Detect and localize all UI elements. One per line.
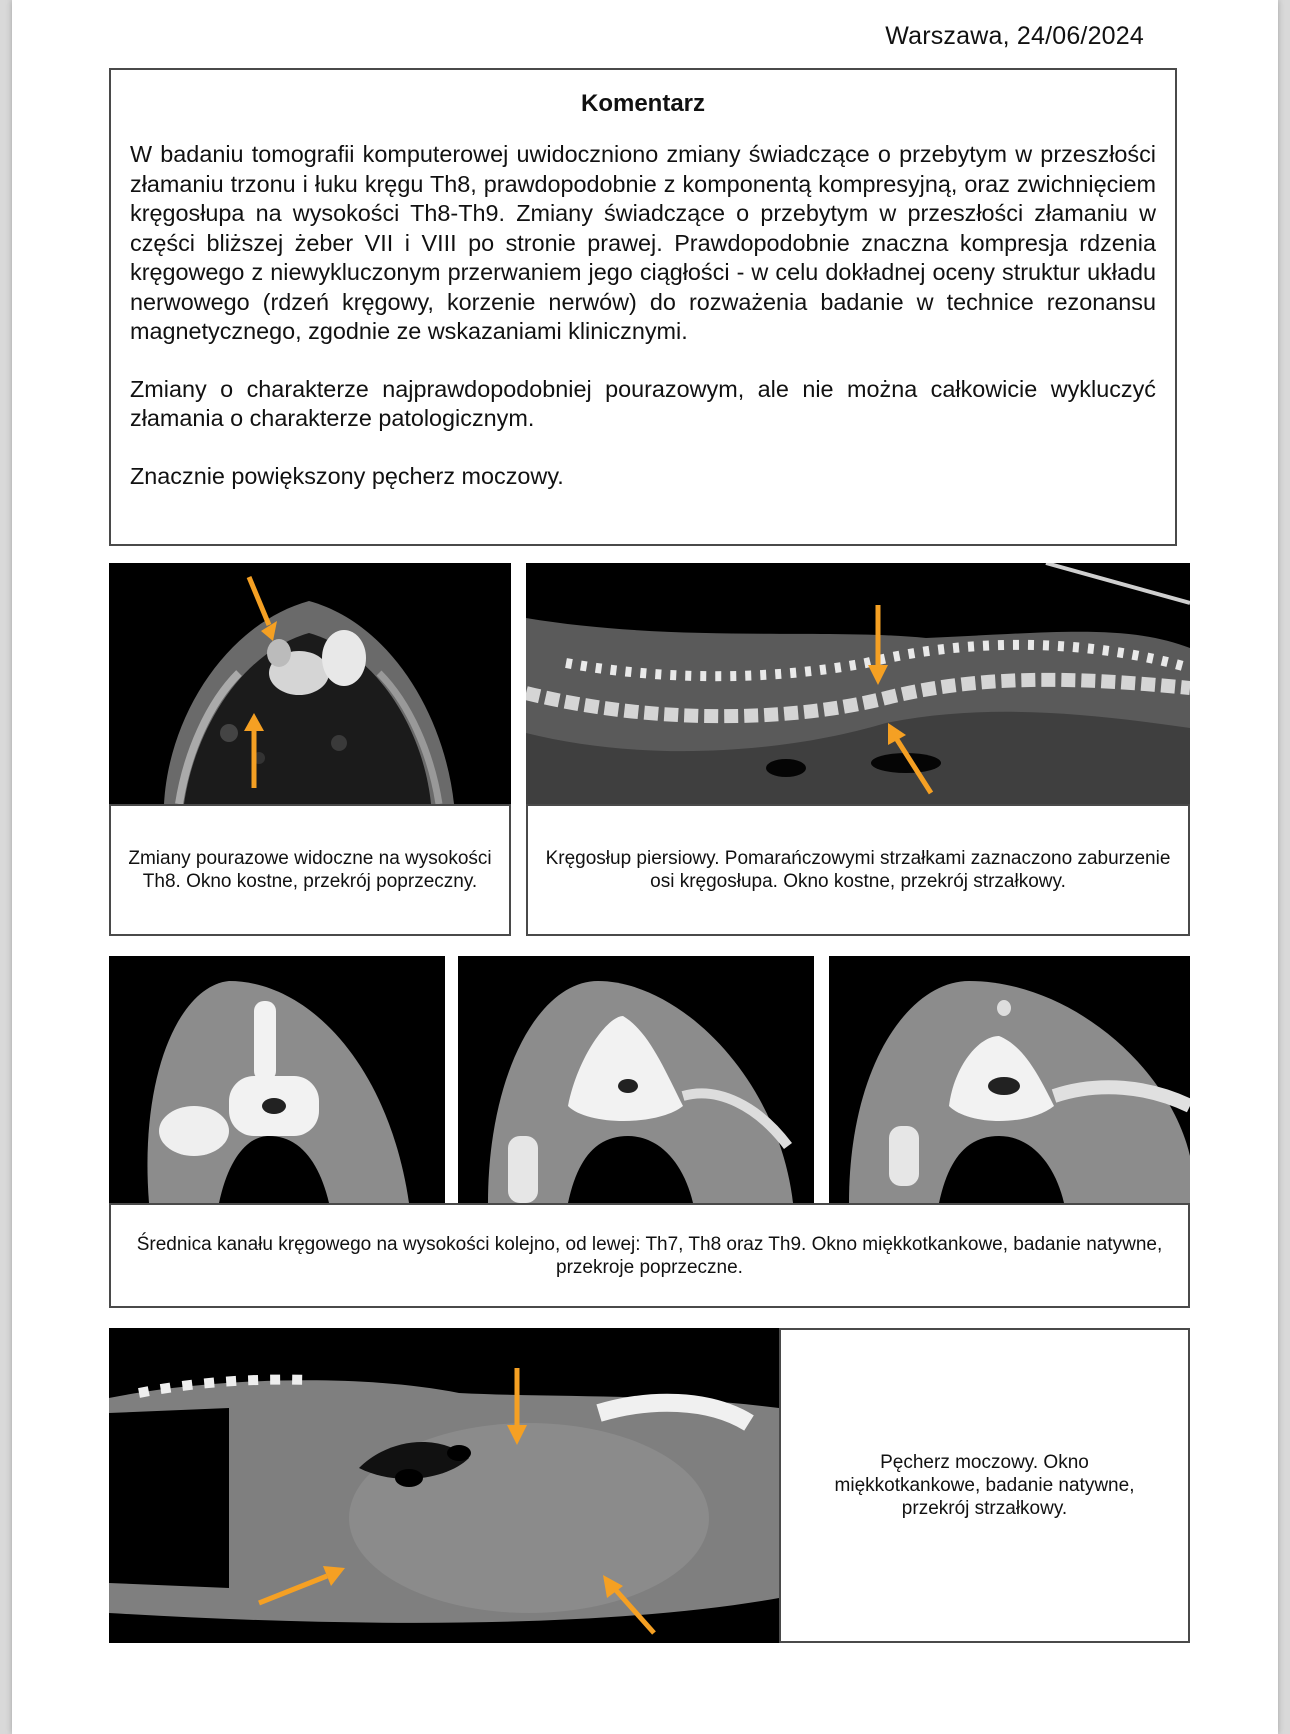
ct-image-transverse-th8 xyxy=(109,563,511,804)
ct-image-th7 xyxy=(109,956,445,1203)
ct-image-bladder-sagittal xyxy=(109,1328,779,1643)
fig1-caption: Zmiany pourazowe widoczne na wysokości Th8. Okno kostne, przekrój poprzeczny. xyxy=(128,848,492,892)
ct-image-th9 xyxy=(829,956,1190,1203)
fig4-caption-box xyxy=(779,1328,1190,1643)
comment-paragraph-3: Znacznie powiększony pęcherz moczowy. xyxy=(130,462,564,489)
fig2-caption-box xyxy=(526,804,1190,936)
comment-paragraph-1: W badaniu tomografii komputerowej uwidoczniono zmiany świadczące o przebytym w przeszłości złamaniu trzonu i łuku kręgu Th8, prawdopodobnie z komponentą kompresyjną, oraz zwichnięciem kręgosłupa na wysokości Th8-Th9. Zmiany świadczące o przebytym w przeszłości złamaniu w części bliższej żeber VII i VIII po stronie prawej. Prawdopodobnie znaczna kompresja rdzenia kręgowego z niewykluczonym przerwaniem jego ciągłości - w celu dokładnej oceny struktur układu nerwowego (rdzeń kręgowy, korzenie nerwów) do rozważenia badanie w technice rezonansu magnetycznego, zgodnie ze wskazaniami klinicznymi. xyxy=(130,141,1156,344)
ct-image-th8 xyxy=(458,956,814,1203)
ct-image-sagittal-spine xyxy=(526,563,1190,804)
comment-paragraph-2: Zmiany o charakterze najprawdopodobniej pourazowym, ale nie można całkowicie wykluczyć złamania o charakterze patologicznym. xyxy=(130,375,1156,431)
comment-box xyxy=(109,68,1177,546)
fig4-caption: Pęcherz moczowy. Okno miękkotkankowe, badanie natywne, przekrój strzałkowy. xyxy=(834,1452,1135,1519)
document-page xyxy=(12,0,1278,1734)
fig3-caption-box xyxy=(109,1203,1190,1308)
fig2-caption: Kręgosłup piersiowy. Pomarańczowymi strzałkami zaznaczono zaburzenie osi kręgosłupa. Okno kostne, przekrój strzałkowy. xyxy=(545,848,1171,892)
comment-title: Komentarz xyxy=(580,90,706,117)
fig1-caption-box xyxy=(109,804,511,936)
report-date: Warszawa, 24/06/2024 xyxy=(885,22,1144,50)
fig3-caption: Średnica kanału kręgowego na wysokości kolejno, od lewej: Th7, Th8 oraz Th9. Okno miękkotkankowe, badanie natywne, przekroje poprzeczne. xyxy=(136,1233,1163,1278)
